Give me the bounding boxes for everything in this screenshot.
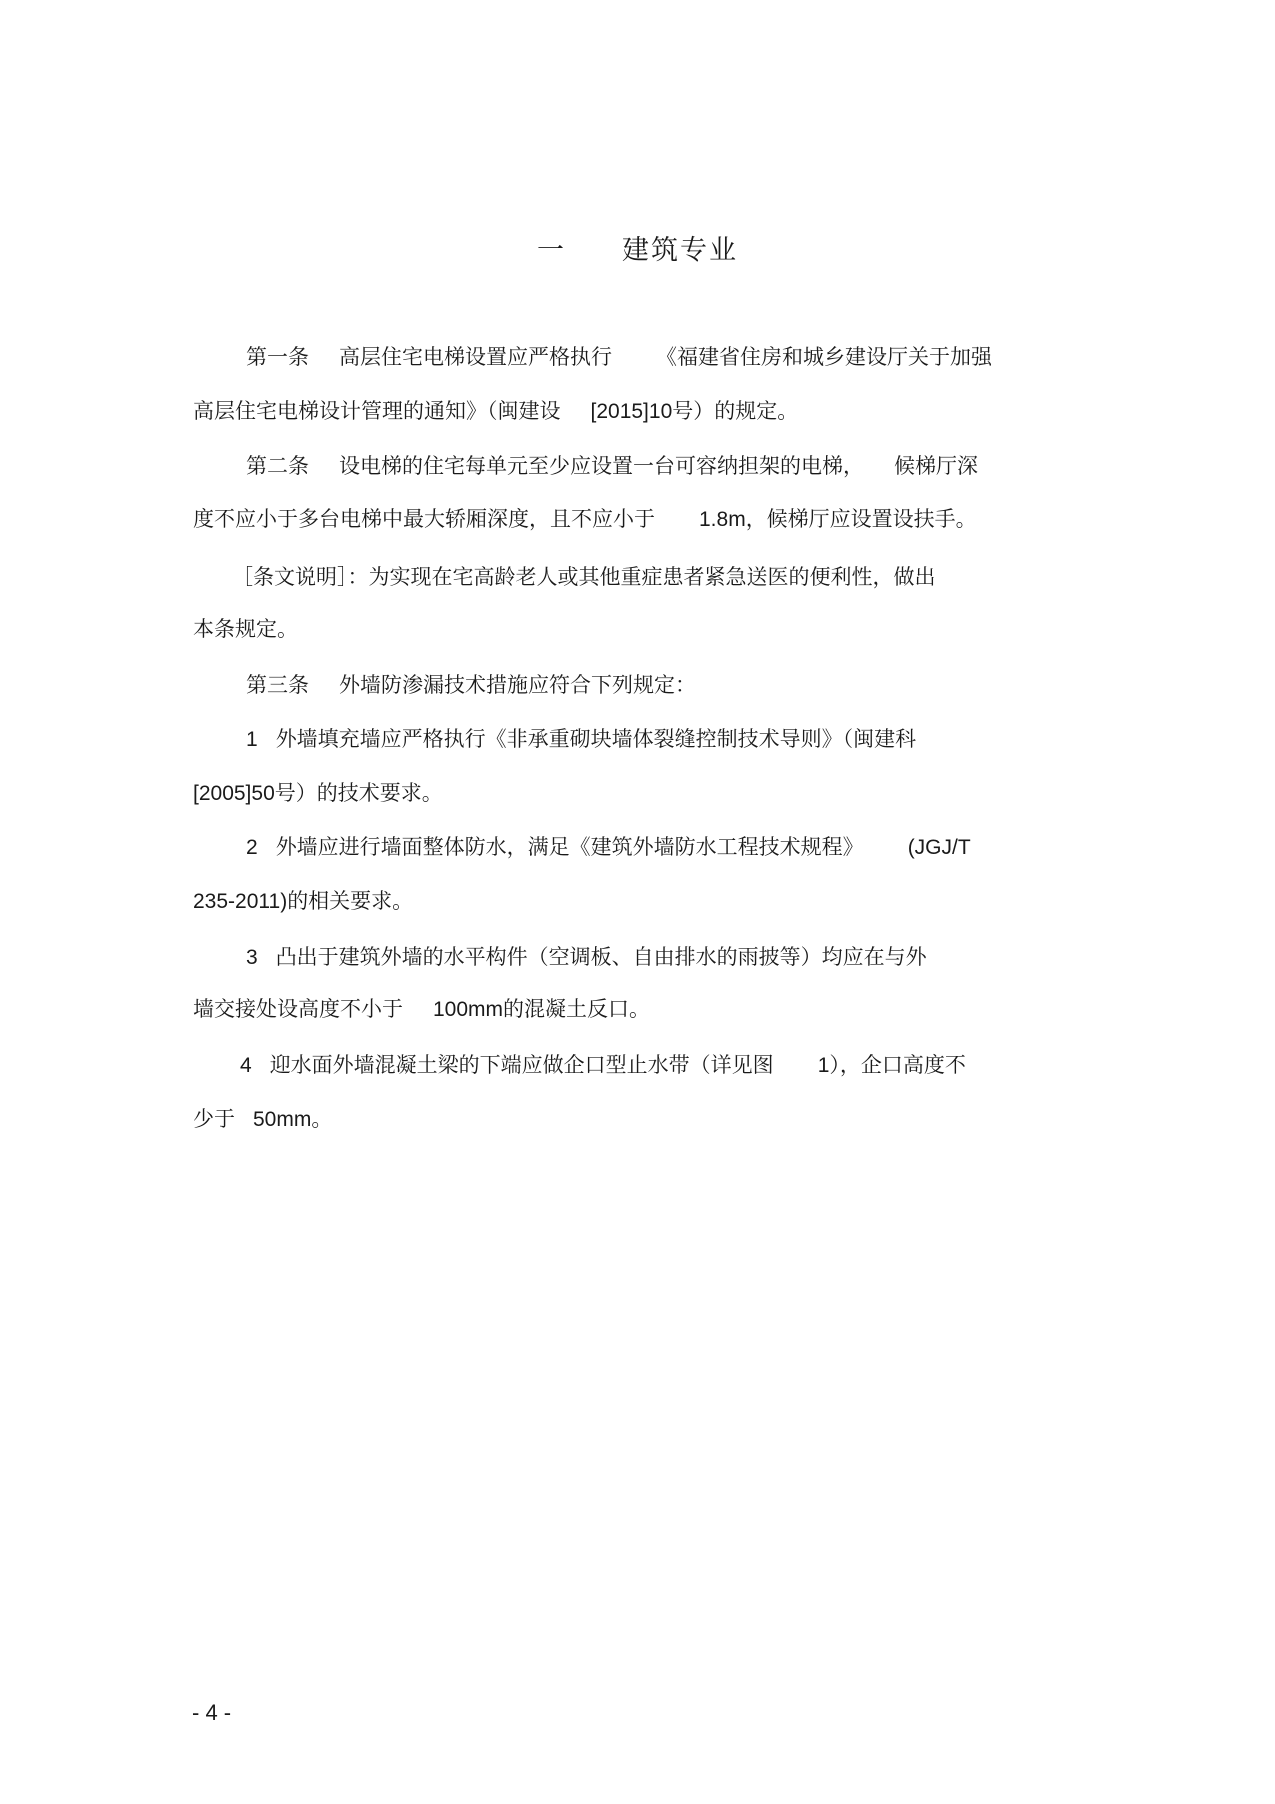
note-line-2: 本条规定。 (193, 617, 298, 641)
section-title (0, 228, 1275, 267)
article-1-line-2: 高层住宅电梯设计管理的通知》（闽建设 [2015]10号）的规定。 (193, 399, 799, 423)
article-2-label: 第二条 (246, 454, 309, 478)
article-3-line-1: 第三条 外墙防渗漏技术措施应符合下列规定： (246, 673, 696, 697)
note-line-1: ［条文说明］：为实现在宅高龄老人或其他重症患者紧急送医的便利性，做出 (232, 565, 936, 589)
item-2-number: 2 (246, 836, 258, 859)
item-3-line-2: 墙交接处设高度不小于 100mm的混凝土反口。 (193, 997, 651, 1021)
article-2-line-2: 度不应小于多台电梯中最大轿厢深度，且不应小于 1.8m，候梯厅应设置设扶手。 (193, 507, 977, 531)
item-4-line-2: 少于 50mm。 (193, 1107, 333, 1131)
note-label: ［条文说明］： (232, 565, 369, 589)
item-1-number: 1 (246, 728, 258, 751)
article-2-line-1: 第二条 设电梯的住宅每单元至少应设置一台可容纳担架的电梯， 候梯厅深 (246, 454, 978, 478)
item-4-line-1: 4 迎水面外墙混凝土梁的下端应做企口型止水带（详见图 1），企口高度不 (240, 1053, 966, 1077)
item-2-line-1: 2 外墙应进行墙面整体防水，满足《建筑外墙防水工程技术规程》 (JGJ/T (246, 835, 971, 859)
section-number: 一 (537, 235, 566, 266)
section-title-text: 建筑专业 (622, 235, 738, 266)
article-3-label: 第三条 (246, 673, 309, 697)
page-number: - 4 - (192, 1700, 232, 1725)
item-4-number: 4 (240, 1054, 252, 1077)
item-3-number: 3 (246, 946, 258, 969)
item-2-line-2: 235-2011)的相关要求。 (193, 889, 414, 913)
article-1-line-1: 第一条 高层住宅电梯设置应严格执行 《福建省住房和城乡建设厅关于加强 (246, 345, 992, 369)
item-1-line-1: 1 外墙填充墙应严格执行《非承重砌块墙体裂缝控制技术导则》（闽建科 (246, 727, 917, 751)
article-1-label: 第一条 (246, 345, 309, 369)
item-1-line-2: [2005]50号）的技术要求。 (193, 781, 443, 805)
item-3-line-1: 3 凸出于建筑外墙的水平构件（空调板、自由排水的雨披等）均应在与外 (246, 945, 927, 969)
